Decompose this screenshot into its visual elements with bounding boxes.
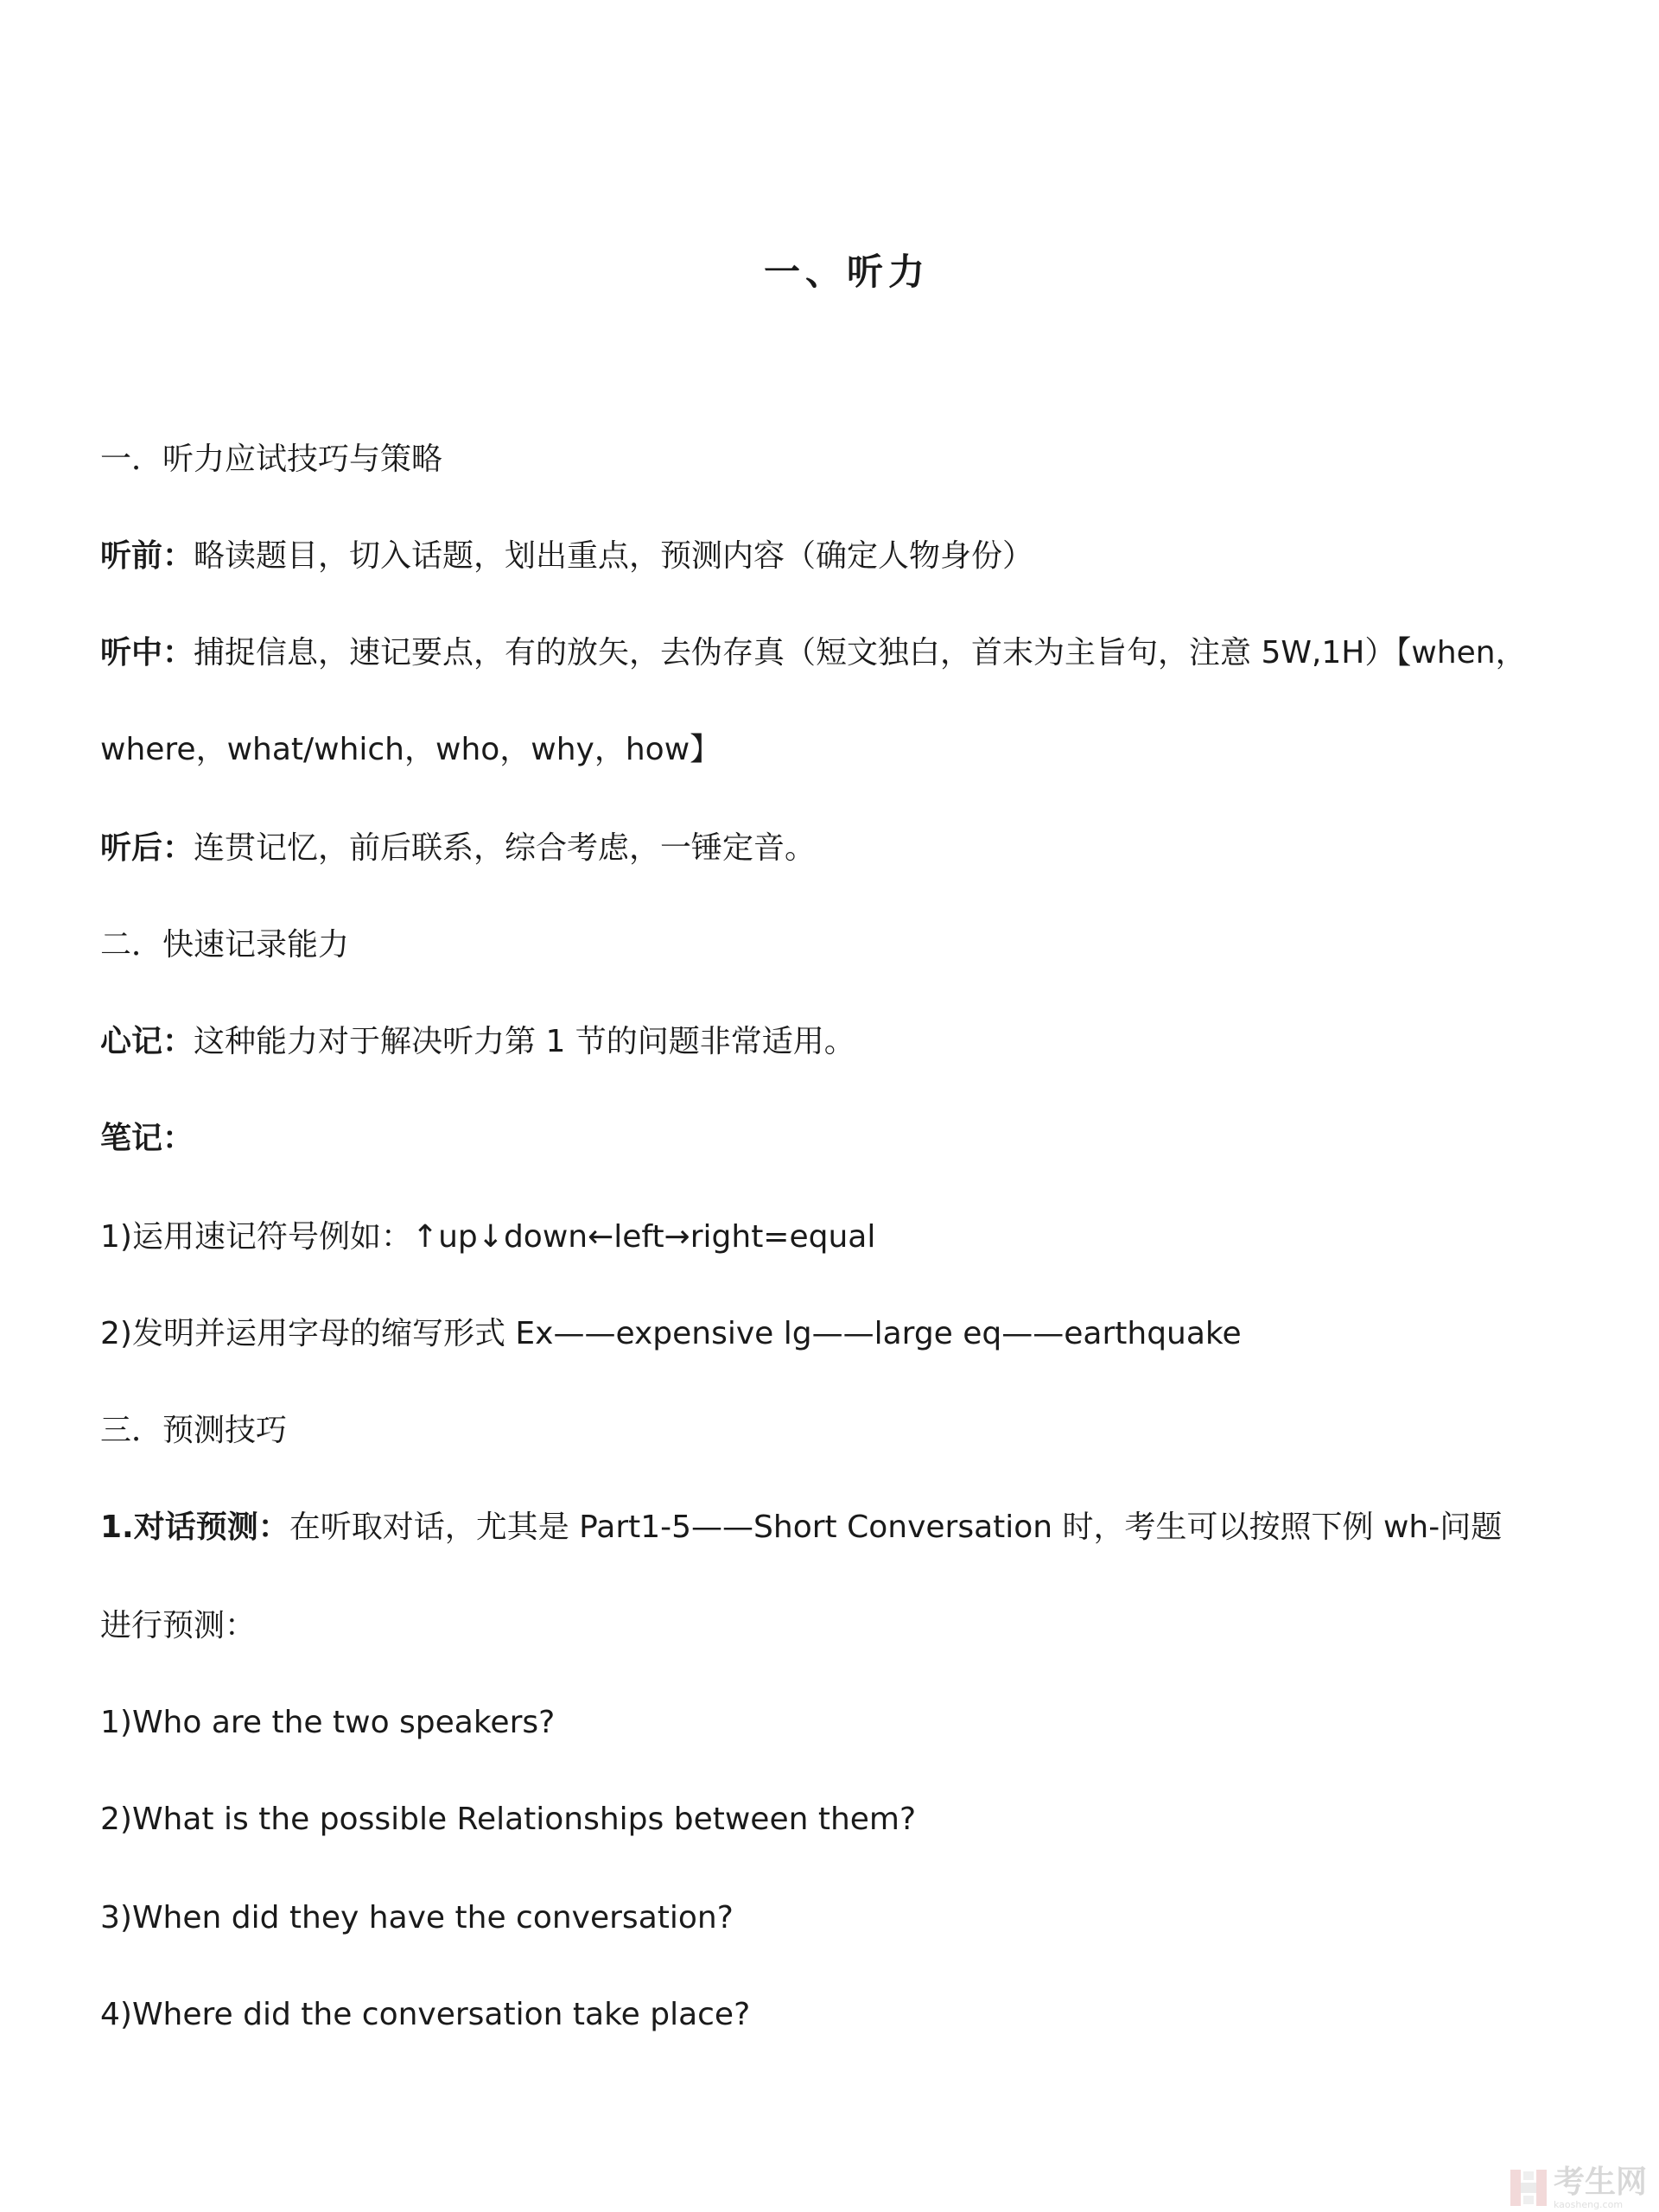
section-heading-3: 三．预测技巧 <box>100 1413 288 1448</box>
mind-memory-para <box>100 1021 855 1063</box>
after-listening-text: 连贯记忆，前后联系，综合考虑，一锤定音。 <box>194 830 817 866</box>
section-heading-2: 二．快速记录能力 <box>100 927 350 963</box>
dialog-prediction-label: 1.对话预测： <box>100 1510 289 1545</box>
after-listening-para <box>100 828 816 869</box>
mind-memory-text: 这种能力对于解决听力第 1 节的问题非常适用。 <box>194 1024 855 1059</box>
during-listening-label: 听中： <box>100 635 194 671</box>
watermark <box>1509 2165 1647 2210</box>
question-4: 4)Where did the conversation take place? <box>100 1997 751 2032</box>
mind-memory-label: 心记： <box>100 1024 194 1059</box>
question-2: 2)What is the possible Relationships between them? <box>100 1802 917 1837</box>
kaosheng-logo-icon <box>1509 2168 1548 2208</box>
dialog-prediction-para <box>100 1507 1502 1548</box>
section-heading-1: 一．听力应试技巧与策略 <box>100 442 443 477</box>
notes-label: 笔记： <box>100 1121 194 1156</box>
notes-item-2: 2)发明并运用字母的缩写形式 Ex——expensive lg——large eq——earthquake <box>100 1316 1242 1351</box>
watermark-name: 考生网 <box>1553 2164 1647 2200</box>
during-listening-continuation: where，what/which，who，why，how】 <box>100 732 721 767</box>
question-1: 1)Who are the two speakers? <box>100 1705 556 1740</box>
dialog-prediction-text: 在听取对话，尤其是 Part1-5——Short Conversation 时，考生可以按照下例 wh-问题 <box>289 1510 1503 1545</box>
during-listening-para <box>100 632 1527 674</box>
watermark-url: kaosheng.com <box>1553 2199 1624 2210</box>
dialog-prediction-continuation: 进行预测： <box>100 1608 257 1643</box>
during-listening-text: 捕捉信息，速记要点，有的放矢，去伪存真（短文独白，首末为主旨句，注意 5W,1H）【when， <box>194 635 1527 671</box>
page-title: 一、听力 <box>763 251 930 293</box>
question-3: 3)When did they have the conversation? <box>100 1900 734 1936</box>
notes-item-1: 1)运用速记符号例如：↑up↓down←left→right=equal <box>100 1219 876 1255</box>
before-listening-para <box>100 536 1033 577</box>
before-listening-text: 略读题目，切入话题，划出重点，预测内容（确定人物身份） <box>194 538 1034 574</box>
after-listening-label: 听后： <box>100 830 194 866</box>
before-listening-label: 听前： <box>100 538 194 574</box>
